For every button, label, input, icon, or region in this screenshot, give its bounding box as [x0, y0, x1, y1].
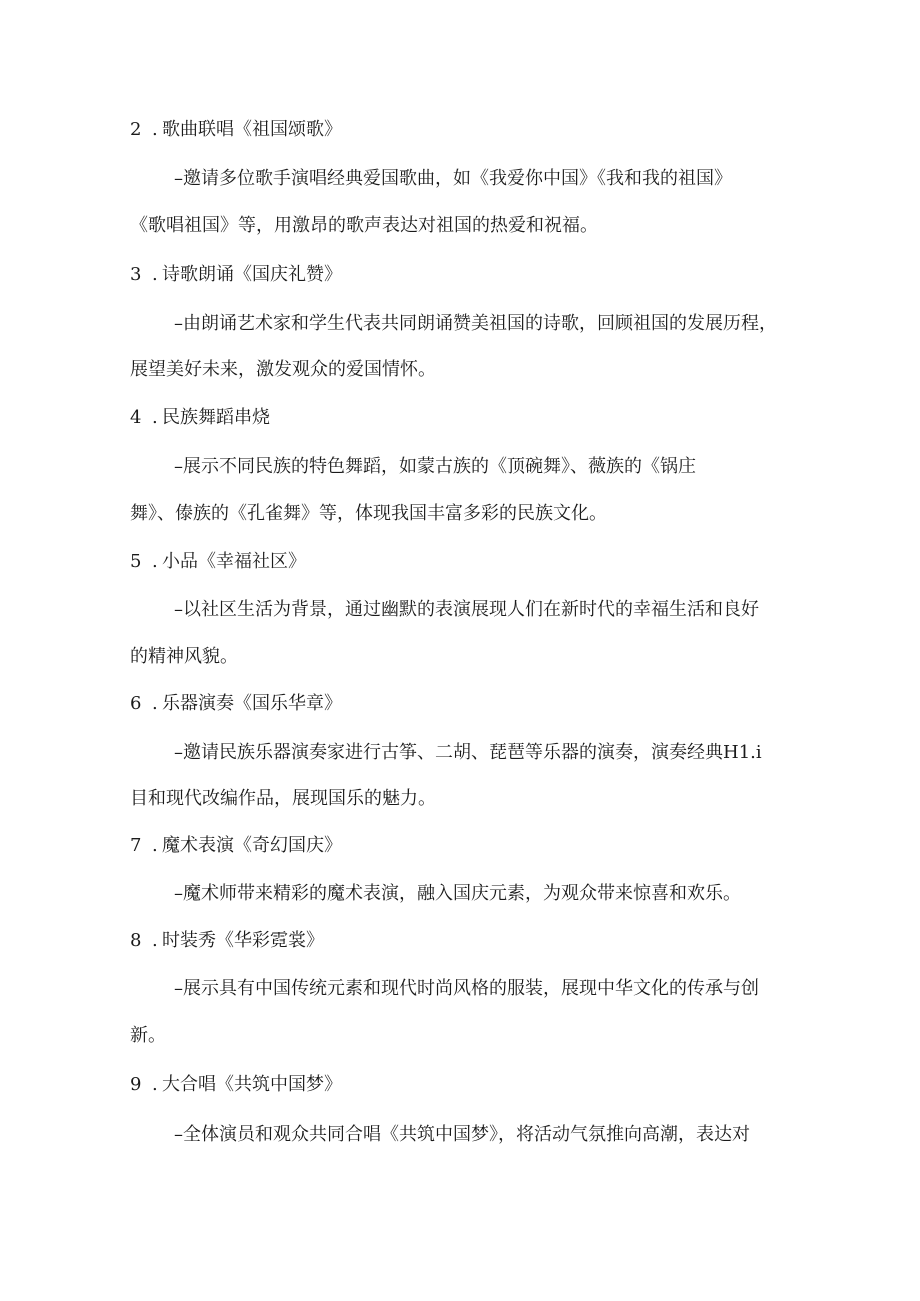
item-title: 小品《幸福社区》 — [162, 551, 306, 572]
item-title: 歌曲联唱《祖国颂歌》 — [162, 119, 342, 140]
item-description-line: –魔术师带来精彩的魔术表演，融入国庆元素，为观众带来惊喜和欢乐。 — [174, 883, 741, 904]
item-number: 5 — [130, 551, 142, 572]
item-heading: 9 . 大合唱《共筑中国梦》 — [130, 1074, 342, 1095]
item-number: 6 — [130, 693, 142, 714]
item-heading: 8 . 时装秀《华彩霓裳》 — [130, 930, 324, 951]
item-description-line: –邀请民族乐器演奏家进行古筝、二胡、琵琶等乐器的演奏，演奏经典H1.i — [174, 742, 762, 763]
item-description-line: –全体演员和观众共同合唱《共筑中国梦》，将活动气氛推向高潮，表达对 — [174, 1124, 750, 1145]
item-number: 8 — [130, 930, 142, 951]
item-description-line: 的精神风貌。 — [130, 646, 238, 667]
item-number: 3 — [130, 264, 142, 285]
item-title: 诗歌朗诵《国庆礼赞》 — [162, 264, 342, 285]
item-title: 魔术表演《奇幻国庆》 — [162, 835, 342, 856]
item-heading: 2 . 歌曲联唱《祖国颂歌》 — [130, 119, 342, 140]
item-heading: 4 . 民族舞蹈串烧 — [130, 407, 270, 428]
item-title: 乐器演奏《国乐华章》 — [162, 693, 342, 714]
item-title: 民族舞蹈串烧 — [162, 407, 270, 428]
item-number: 2 — [130, 119, 142, 140]
item-heading: 3 . 诗歌朗诵《国庆礼赞》 — [130, 264, 342, 285]
item-heading: 5 . 小品《幸福社区》 — [130, 551, 306, 572]
item-description-line: 新。 — [130, 1025, 166, 1046]
item-description-line: 目和现代改编作品，展现国乐的魅力。 — [130, 788, 436, 809]
item-description-line: 《歌唱祖国》等，用激昂的歌声表达对祖国的热爱和祝福。 — [130, 215, 598, 236]
item-description-line: –由朗诵艺术家和学生代表共同朗诵赞美祖国的诗歌，回顾祖国的发展历程， — [174, 313, 777, 334]
item-description-line: –展示具有中国传统元素和现代时尚风格的服装，展现中华文化的传承与创 — [174, 978, 759, 999]
item-number: 9 — [130, 1074, 142, 1095]
item-number: 4 — [130, 407, 142, 428]
item-title: 时装秀《华彩霓裳》 — [162, 930, 324, 951]
item-description-line: 舞》、傣族的《孔雀舞》等，体现我国丰富多彩的民族文化。 — [130, 503, 607, 524]
item-description-line: –展示不同民族的特色舞蹈，如蒙古族的《顶碗舞》、薇族的《锅庄 — [174, 456, 696, 477]
item-description-line: –邀请多位歌手演唱经典爱国歌曲，如《我爱你中国》《我和我的祖国》 — [174, 168, 732, 189]
item-heading: 7 . 魔术表演《奇幻国庆》 — [130, 835, 342, 856]
item-heading: 6 . 乐器演奏《国乐华章》 — [130, 693, 342, 714]
item-title: 大合唱《共筑中国梦》 — [162, 1074, 342, 1095]
item-description-line: –以社区生活为背景，通过幽默的表演展现人们在新时代的幸福生活和良好 — [174, 599, 759, 620]
item-description-line: 展望美好未来，激发观众的爱国情怀。 — [130, 359, 436, 380]
item-number: 7 — [130, 835, 142, 856]
